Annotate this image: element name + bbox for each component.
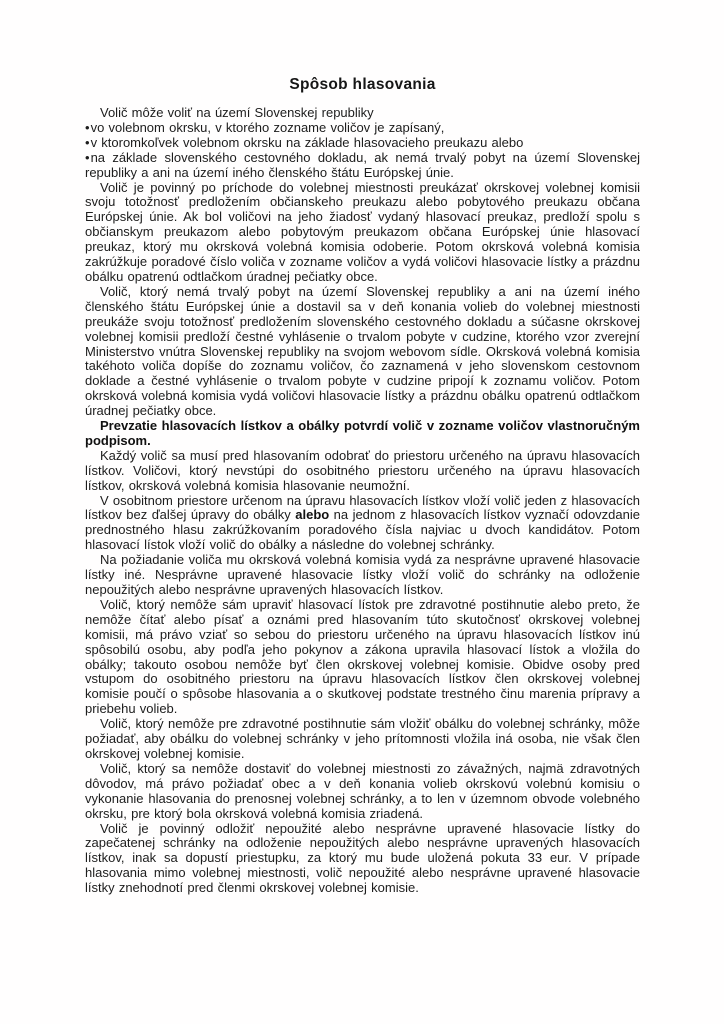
paragraph-signature-bold: Prevzatie hlasovacích lístkov a obálky potvrdí volič v zozname voličov vlastnoručným podpisom. bbox=[85, 418, 640, 448]
paragraph-text-pre: V osobitnom priestore určenom na úpravu hlasovacích lístkov vloží volič jeden z hlasovacích lístkov bez ďalšej úpravy do obálky bbox=[85, 492, 640, 523]
bold-word: alebo bbox=[295, 507, 330, 523]
paragraph-assisted-voting: Volič, ktorý nemôže sám upraviť hlasovací lístok pre zdravotné postihnutie alebo preto, že nemôže čítať alebo písať a oznámi pred hlasovaním túto skutočnosť okrskovej volebnej komisii, má právo vziať so sebou do priestoru určeného na úpravu hlasovacích lístkov inú spôsobilú osobu, aby podľa jeho pokynov a zákona upravila hlasovací lístok a vložila do obálky; takouto osobou nemôže byť člen okrskovej volebnej komisie. Obidve osoby pred vstupom do osobitného priestoru na úpravu hlasovacích lístkov člen okrskovej volebnej komisie poučí o spôsobe hlasovania a o skutkovej podstate trestného činu marenia prípravy a priebehu volieb. bbox=[85, 596, 640, 717]
bullet-text: na základe slovenského cestovného dokladu, ak nemá trvalý pobyt na území Slovenskej republiky a ani na území iného členského štátu Európskej únie. bbox=[85, 149, 640, 180]
bullet-icon: • bbox=[85, 149, 90, 165]
paragraph-no-permanent-residence: Volič, ktorý nemá trvalý pobyt na území Slovenskej republiky a ani na území iného členského štátu Európskej únie a dostavil sa v deň konania volieb do volebnej miestnosti preukáže svoju totožnosť predložením slovenského cestovného dokladu a súčasne okrskovej volebnej komisii predloží čestné vyhlásenie o trvalom pobyte v cudzine, ktorého vzor zverejní Ministerstvo vnútra Slovenskej republiky na svojom webovom sídle. Okrsková volebná komisia takéhoto voliča dopíše do zoznamu voličov, čo zaznamená v jeho slovenskom cestovnom doklade a čestné vyhlásenie o trvalom pobyte v cudzine pripojí k zoznamu voličov. Potom okrsková volebná komisia vydá voličovi hlasovacie lístky a prázdnu obálku opatrenú odtlačkom úradnej pečiatky obce. bbox=[85, 283, 640, 419]
paragraph-ballot-marking bbox=[85, 494, 640, 554]
paragraph-identity-check: Volič je povinný po príchode do volebnej miestnosti preukázať okrskovej volebnej komisii svoju totožnosť predložením občianskeho preukazu alebo pobytového preukazu občana Európskej únie. Ak bol voličovi na jeho žiadosť vydaný hlasovací preukaz, predloží spolu s občianskym preukazom alebo pobytovým preukazom občana Európskej únie hlasovací preukaz, ktorý mu okrsková volebná komisia odoberie. Potom okrsková volebná komisia zakrúžkuje poradové číslo voliča v zozname voličov a vydá voličovi hlasovacie lístky a prázdnu obálku opatrenú odtlačkom úradnej pečiatky obce. bbox=[85, 179, 640, 284]
paragraph-replacement-ballots: Na požiadanie voliča mu okrsková volebná komisia vydá za nesprávne upravené hlasovacie lístky iné. Nesprávne upravené hlasovacie lístky vloží volič do schránky na odloženie nepoužitých alebo nesprávne upravených hlasovacích lístkov. bbox=[85, 552, 640, 597]
bullet-text: v ktoromkoľvek volebnom okrsku na základe hlasovacieho preukazu alebo bbox=[90, 134, 524, 150]
page-title: Spôsob hlasovania bbox=[289, 76, 436, 93]
paragraph-unused-ballots-penalty: Volič je povinný odložiť nepoužité alebo nesprávne upravené hlasovacie lístky do zapečatenej schránky na odloženie nepoužitých alebo nesprávne upravených hlasovacích lístkov, inak sa dopustí priestupku, za ktorý mu bude uložená pokuta 33 eur. V prípade hlasovania mimo volebnej miestnosti, volič nepoužité alebo nesprávne upravené hlasovacie lístky znehodnotí pred členmi okrskovej volebnej komisie. bbox=[85, 820, 640, 896]
paragraph-voting-booth: Každý volič sa musí pred hlasovaním odobrať do priestoru určeného na úpravu hlasovacích lístkov. Voličovi, ktorý nevstúpi do osobitného priestoru určeného na úpravu hlasovacích lístkov, okrsková volebná komisia hlasovanie neumožní. bbox=[85, 447, 640, 493]
paragraph-text-post: na jednom z hlasovacích lístkov vyznačí odovzdanie prednostného hlasu zakrúžkovaním poradového čísla najviac u dvoch kandidátov. Potom hlasovací lístok vloží volič do obálky a následne do volebnej schránky. bbox=[85, 507, 640, 553]
bullet-item bbox=[85, 151, 640, 181]
bullet-item bbox=[85, 121, 640, 136]
bullet-item bbox=[85, 136, 640, 151]
intro-paragraph: Volič môže voliť na území Slovenskej republiky bbox=[100, 105, 374, 120]
paragraph-mobile-ballot-box: Volič, ktorý sa nemôže dostaviť do volebnej miestnosti zo závažných, najmä zdravotných dôvodov, má právo požiadať obec a v deň konania volieb okrskovú volebnú komisiu o vykonanie hlasovania do prenosnej volebnej schránky, a to len v územnom obvode volebného okrsku, pre ktorý bola okrsková volebná komisia zriadená. bbox=[85, 760, 640, 821]
bullet-icon: • bbox=[85, 119, 90, 135]
bullet-icon: • bbox=[85, 134, 90, 150]
bullet-text: vo volebnom okrsku, v ktorého zozname voličov je zapísaný, bbox=[90, 119, 445, 135]
paragraph-assisted-envelope: Volič, ktorý nemôže pre zdravotné postihnutie sám vložiť obálku do volebnej schránky, môže požiadať, aby obálku do volebnej schránky v jeho prítomnosti vložila iná osoba, nie však člen okrskovej volebnej komisie. bbox=[85, 716, 640, 761]
